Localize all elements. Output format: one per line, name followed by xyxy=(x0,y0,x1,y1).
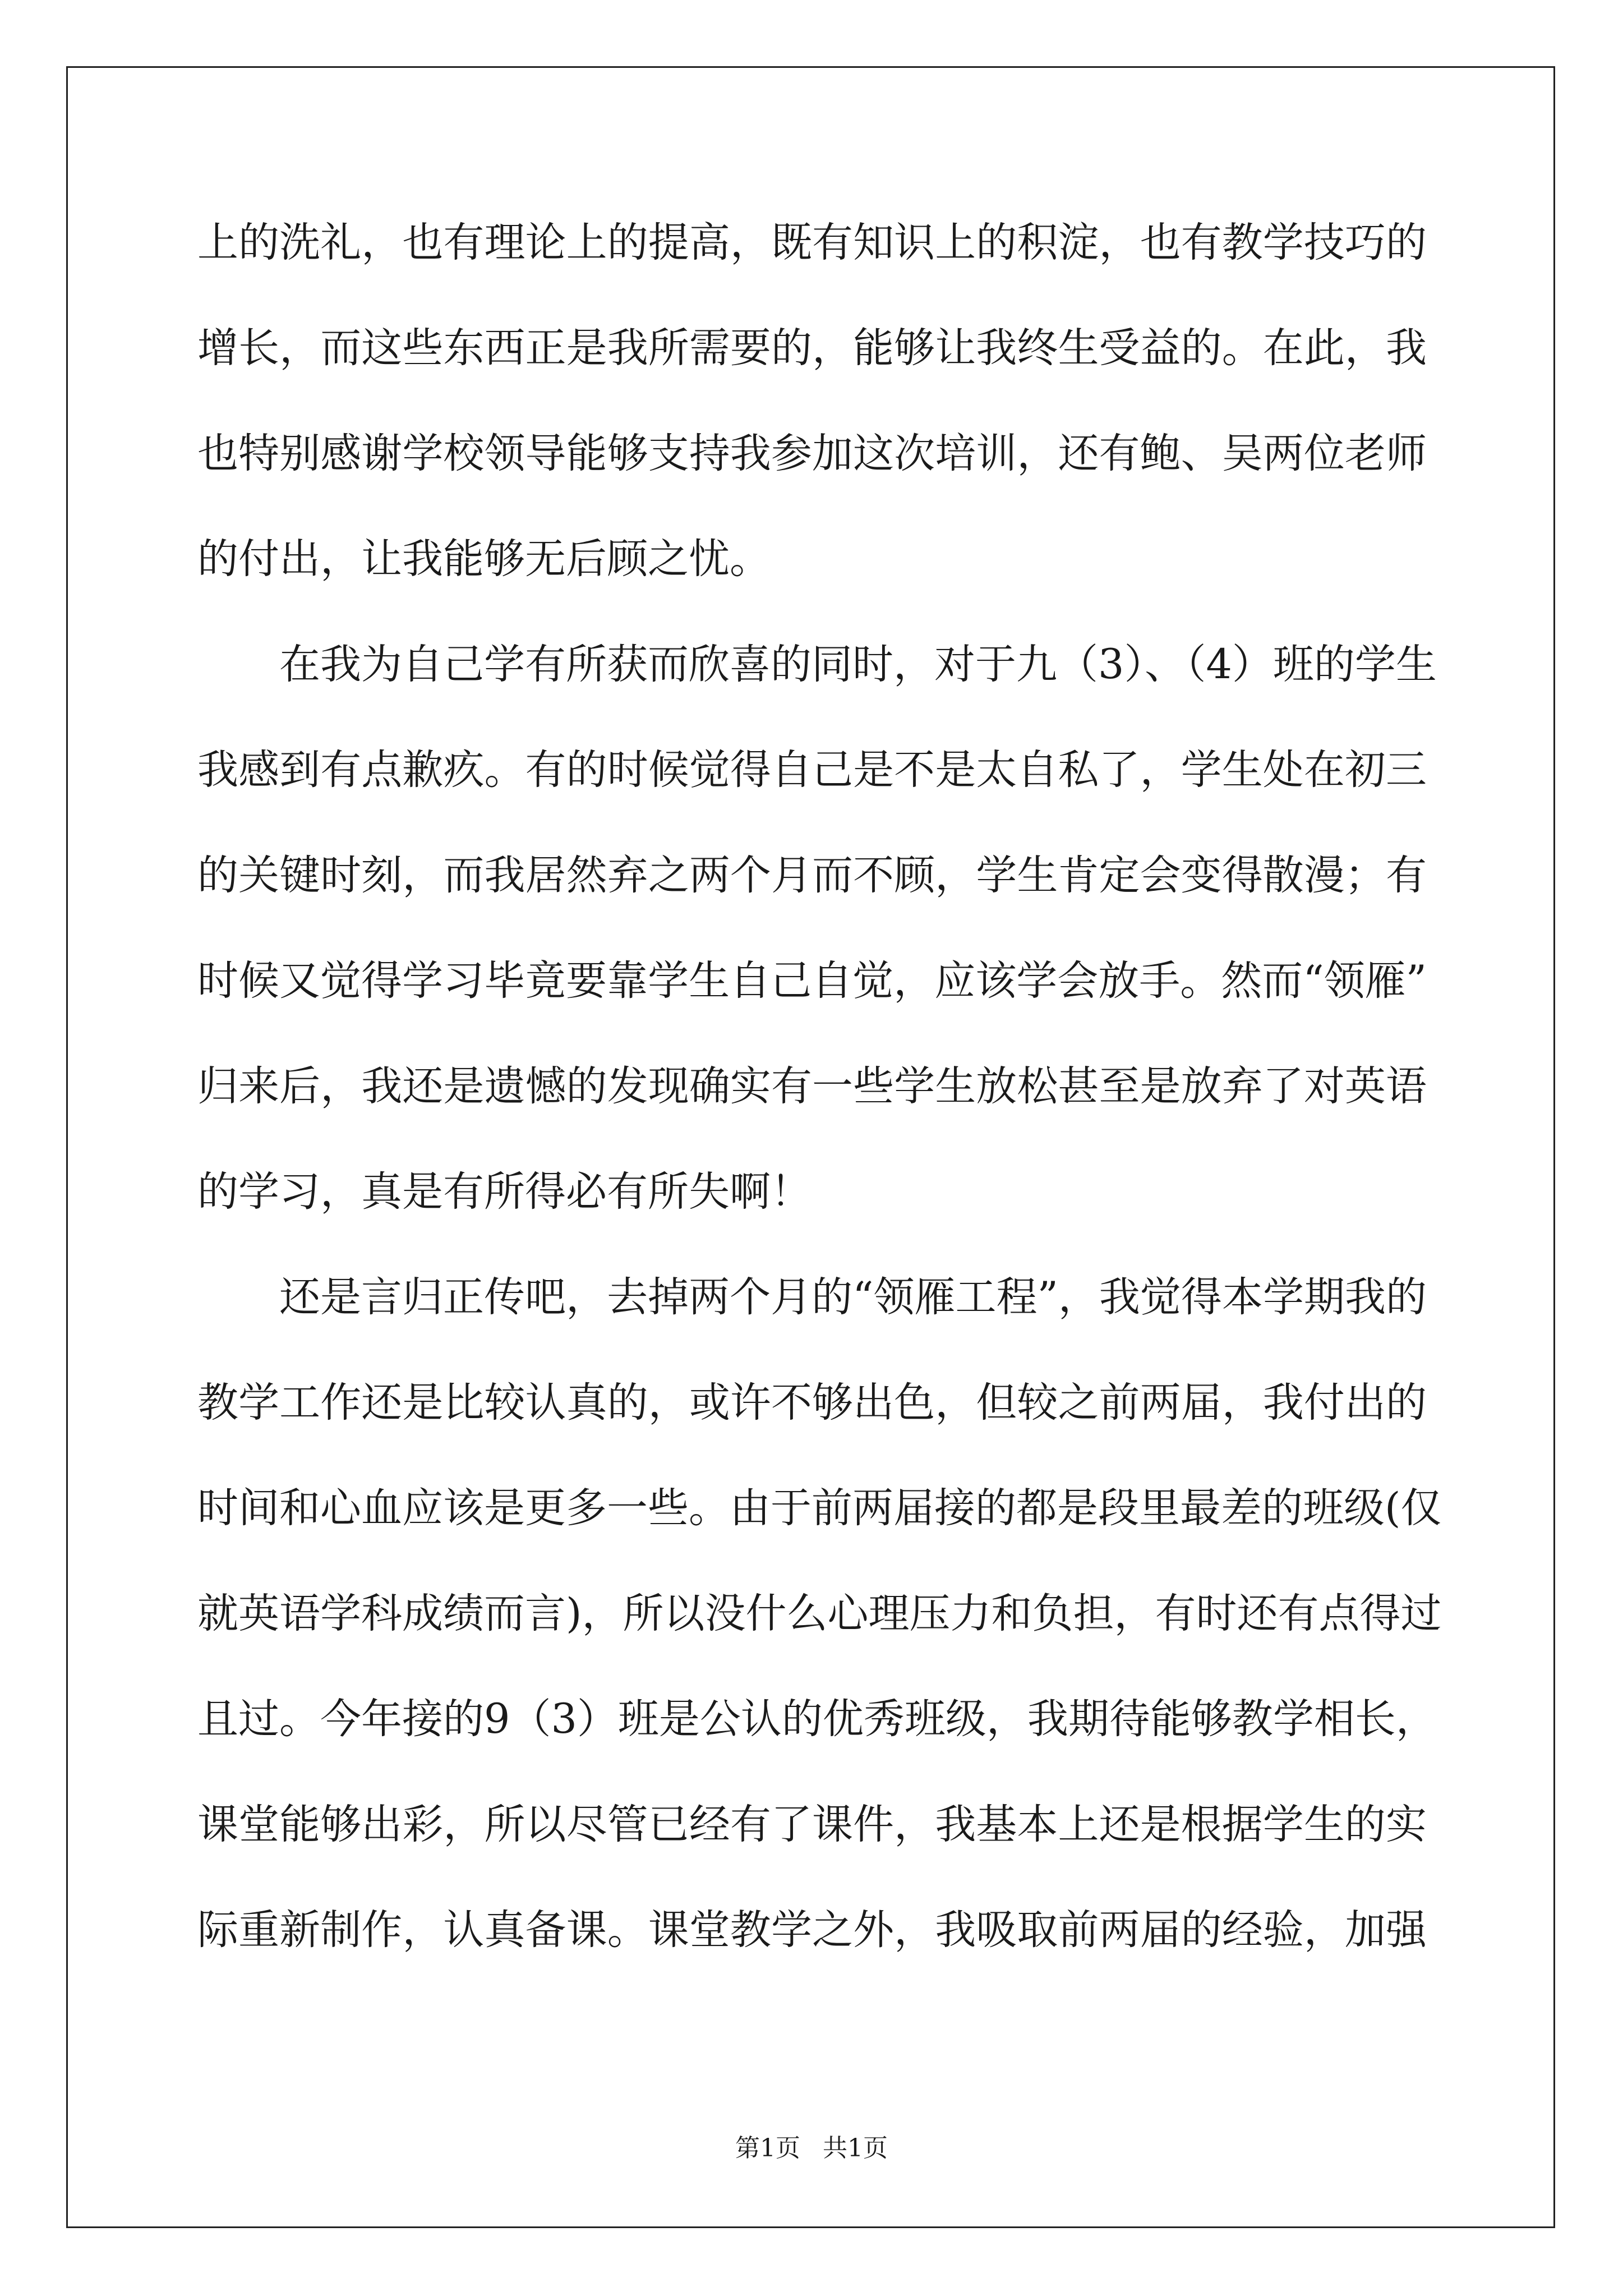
text-line: 时候又觉得学习毕竟要靠学生自己自觉，应该学会放手。然而“领雁” xyxy=(197,957,1427,1005)
text-line: 就英语学科成绩而言)，所以没什么心理压力和负担，有时还有点得过 xyxy=(197,1590,1442,1637)
page-total: 共1页 xyxy=(823,2134,888,2162)
text-line: 上的洗礼，也有理论上的提高，既有知识上的积淀，也有教学技巧的 xyxy=(197,219,1427,266)
text-line: 也特别感谢学校领导能够支持我参加这次培训，还有鲍、吴两位老师 xyxy=(197,430,1427,477)
text-line: 课堂能够出彩，所以尽管已经有了课件，我基本上还是根据学生的实 xyxy=(197,1801,1427,1848)
text-line-last: 的学习，真是有所得必有所失啊！ xyxy=(197,1168,811,1216)
text-line-indent: 在我为自己学有所获而欣喜的同时，对于九（3）、（4）班的学生 xyxy=(279,641,1437,688)
text-line: 教学工作还是比较认真的，或许不够出色，但较之前两届，我付出的 xyxy=(197,1379,1427,1427)
text-line-last: 的付出，让我能够无后顾之忧。 xyxy=(197,535,771,583)
text-line: 时间和心血应该是更多一些。由于前两届接的都是段里最差的班级(仅 xyxy=(197,1484,1442,1532)
text-line: 际重新制作，认真备课。课堂教学之外，我吸取前两届的经验，加强 xyxy=(197,1906,1427,1954)
page-number: 第1页 xyxy=(735,2134,800,2162)
text-line: 归来后，我还是遗憾的发现确实有一些学生放松甚至是放弃了对英语 xyxy=(197,1062,1427,1110)
page-footer xyxy=(0,2132,1623,2165)
text-line: 增长，而这些东西正是我所需要的，能够让我终生受益的。在此，我 xyxy=(197,324,1427,372)
text-line: 的关键时刻，而我居然弃之两个月而不顾，学生肯定会变得散漫；有 xyxy=(197,852,1427,899)
document-body xyxy=(197,218,1442,2010)
text-line-indent: 还是言归正传吧，去掉两个月的“领雁工程”，我觉得本学期我的 xyxy=(279,1273,1427,1321)
text-line: 我感到有点歉疚。有的时候觉得自己是不是太自私了，学生处在初三 xyxy=(197,746,1427,794)
text-line: 且过。今年接的9（3）班是公认的优秀班级，我期待能够教学相长， xyxy=(197,1695,1437,1743)
